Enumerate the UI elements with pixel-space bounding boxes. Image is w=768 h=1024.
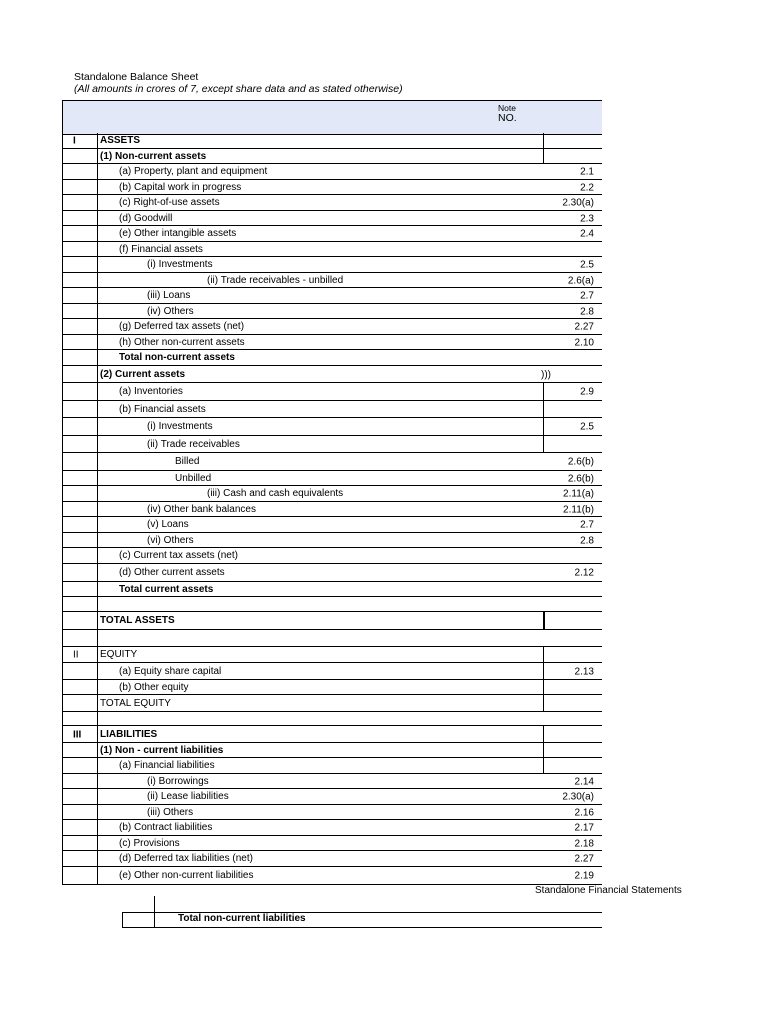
note-ref: 2.14: [574, 776, 594, 787]
row-label: TOTAL ASSETS: [100, 615, 175, 626]
row-label: TOTAL EQUITY: [100, 697, 171, 709]
row-label: (vi) Others: [147, 534, 194, 546]
row-label: EQUITY: [100, 649, 138, 660]
row-label: (b) Capital work in progress: [119, 181, 242, 193]
table-row: [62, 350, 602, 366]
table-row: [62, 304, 602, 319]
note-ref: 2.8: [580, 535, 594, 546]
table-row: [62, 366, 602, 383]
note-ref: 2.7: [580, 519, 594, 531]
table-row: [62, 436, 602, 453]
row-label: (d) Deferred tax liabilities (net): [119, 853, 253, 864]
table-row: [62, 149, 602, 164]
row-label: (iv) Others: [147, 305, 194, 317]
note-ref: 2.11(a): [563, 488, 594, 500]
row-label: (a) Inventories: [119, 386, 183, 397]
table-row: [62, 242, 602, 257]
table-row: [62, 851, 602, 867]
table-row: [62, 164, 602, 180]
sheet-subtitle: (All amounts in crores of 7, except share data and as stated otherwise): [74, 83, 403, 95]
row-label: (2) Current assets: [100, 368, 186, 380]
table-row: [62, 486, 602, 502]
table-row: [62, 180, 602, 195]
column-divider: [97, 133, 98, 884]
row-label: Unbilled: [175, 472, 212, 484]
table-row: [62, 712, 602, 726]
note-ref: 2.27: [574, 321, 594, 333]
note-ref: 2.11(b): [563, 504, 594, 515]
row-label: (iii) Others: [147, 806, 194, 818]
table-row: [62, 758, 602, 774]
note-column-sublabel: NO.: [498, 112, 517, 124]
row-label: (b) Financial assets: [119, 403, 206, 415]
row-label: (a) Equity share capital: [119, 665, 222, 677]
row-label: (iii) Cash and cash equivalents: [207, 488, 344, 499]
note-ref: 2.5: [580, 421, 594, 433]
row-label: (i) Investments: [147, 259, 213, 270]
table-row: [62, 564, 602, 582]
note-ref: 2.10: [574, 337, 594, 348]
section-number: II: [73, 649, 79, 661]
row-label: LIABILITIES: [100, 728, 158, 740]
table-row: [62, 548, 602, 564]
table-row: [62, 533, 602, 548]
note-ref: 2.2: [580, 182, 594, 193]
row-label: Billed: [175, 456, 200, 467]
table-row: [62, 774, 602, 789]
row-label: (e) Other intangible assets: [119, 228, 237, 239]
row-label: ASSETS: [100, 135, 141, 146]
note-ref: 2.3: [580, 213, 594, 224]
row-label: (d) Other current assets: [119, 567, 225, 578]
table-row: [62, 867, 602, 885]
note-column-label: Note: [498, 103, 516, 113]
note-ref: 2.9: [580, 386, 594, 398]
note-ref: 2.30(a): [562, 197, 594, 209]
table-row: [62, 517, 602, 533]
row-label: (i) Borrowings: [147, 775, 209, 787]
note-ref: 2.4: [580, 228, 594, 240]
row-label: (iv) Other bank balances: [147, 503, 256, 515]
table-row: [62, 680, 602, 695]
table-row: [62, 211, 602, 226]
row-label: (b) Other equity: [119, 681, 189, 693]
row-label: (b) Contract liabilities: [119, 822, 213, 833]
row-label: (h) Other non-current assets: [119, 336, 245, 348]
note-ref: 2.30(a): [562, 791, 594, 803]
table-row: [62, 133, 602, 149]
note-ref: 2.6(a): [567, 275, 594, 286]
note-ref: 2.7: [580, 290, 594, 302]
table-row: [62, 805, 602, 820]
note-ref: 2.12: [574, 567, 594, 579]
note-ref: 2.1: [580, 166, 594, 178]
note-ref: 2.17: [574, 822, 594, 834]
row-label: (ii) Lease liabilities: [147, 791, 229, 802]
row-label: (1) Non - current liabilities: [100, 744, 224, 756]
row-label: Total current assets: [119, 583, 214, 595]
note-ref: 2.13: [574, 666, 594, 677]
section-number: I: [73, 135, 76, 147]
table-row: [62, 383, 602, 401]
table-row: [62, 789, 602, 805]
table-row: [62, 288, 602, 304]
table-row: [62, 453, 602, 471]
table-row: [62, 630, 602, 647]
row-label: (ii) Trade receivables - unbilled: [207, 274, 344, 286]
next-page-fragment: [122, 896, 602, 930]
note-ref: 2.16: [574, 807, 594, 818]
row-label: (i) Investments: [147, 421, 213, 432]
note-ref: 2.5: [580, 259, 594, 271]
table-row: [62, 743, 602, 758]
note-ref: ))): [541, 369, 551, 380]
row-label: (f) Financial assets: [119, 243, 203, 255]
sheet-title: Standalone Balance Sheet: [74, 71, 199, 83]
table-row: [62, 195, 602, 211]
column-header: [62, 100, 602, 135]
row-label: (c) Right-of-use assets: [119, 197, 220, 208]
note-ref: 2.6(b): [567, 473, 594, 484]
left-border: [62, 100, 63, 884]
table-row: [62, 663, 602, 680]
sheet-header: [74, 71, 403, 95]
table-row: [62, 612, 602, 630]
table-row: [62, 647, 602, 663]
table-row: [62, 820, 602, 836]
row-label: (e) Other non-current liabilities: [119, 870, 254, 881]
row-label: (c) Current tax assets (net): [119, 550, 238, 561]
row-label: (v) Loans: [147, 519, 189, 530]
note-ref: 2.27: [574, 853, 594, 865]
note-ref: 2.18: [574, 838, 594, 849]
table-row: [62, 273, 602, 288]
note-ref: 2.6(b): [567, 456, 594, 468]
row-label: (iii) Loans: [147, 290, 191, 301]
note-ref: 2.19: [574, 870, 594, 882]
section-number: III: [73, 729, 82, 740]
balance-sheet-table: [62, 100, 602, 884]
continued-footer: Standalone Financial Statements: [535, 885, 682, 896]
table-row: [62, 597, 602, 612]
table-row: [62, 335, 602, 350]
table-row: [62, 401, 602, 418]
row-label: (a) Financial liabilities: [119, 760, 215, 771]
table-row: [62, 695, 602, 712]
table-row: [62, 726, 602, 743]
table-row: [62, 502, 602, 517]
next-page-label: Total non-current liabilities: [178, 913, 306, 924]
row-label: (1) Non-current assets: [100, 150, 207, 162]
table-row: [62, 471, 602, 486]
row-label: (ii) Trade receivables: [147, 438, 240, 450]
table-row: [62, 257, 602, 273]
table-row: [62, 319, 602, 335]
note-ref: 2.8: [580, 306, 594, 317]
row-label: (g) Deferred tax assets (net): [119, 321, 245, 332]
table-row: [62, 418, 602, 436]
table-row: [62, 226, 602, 242]
row-label: (a) Property, plant and equipment: [119, 166, 268, 177]
row-label: Total non-current assets: [119, 352, 235, 363]
table-row: [62, 582, 602, 597]
table-row: [62, 836, 602, 851]
row-label: (c) Provisions: [119, 837, 180, 849]
row-label: (d) Goodwill: [119, 212, 173, 224]
